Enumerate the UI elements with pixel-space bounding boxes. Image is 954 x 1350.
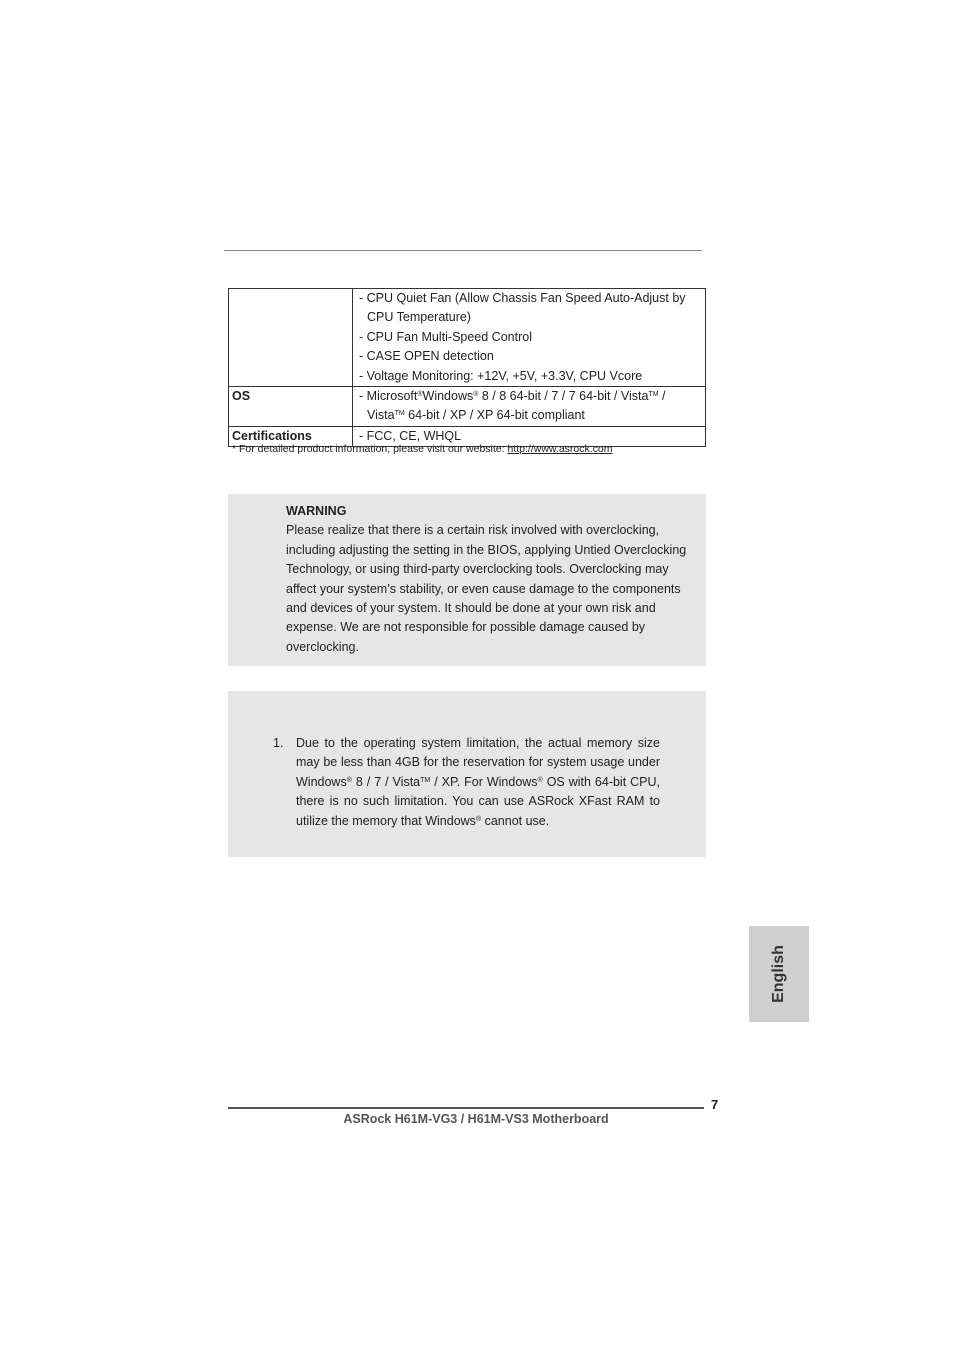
trademark-mark: TM	[648, 391, 659, 399]
registered-mark: ®	[417, 391, 423, 399]
trademark-mark: TM	[420, 776, 431, 784]
footer-rule	[228, 1107, 704, 1109]
os-value-cell	[353, 387, 706, 427]
spec-line: - CPU Fan Multi-Speed Control	[359, 329, 532, 344]
language-label: English	[770, 945, 787, 1003]
note-fragment: OS with 64-bit CPU, there is no such limitation. You can use ASRock XFast RAM to utilize the memory that Windows	[296, 774, 661, 828]
os-line-1	[359, 387, 699, 406]
os-label: OS	[229, 387, 353, 427]
trademark-mark: TM	[394, 410, 405, 418]
os-text: /	[658, 389, 666, 404]
header-rule	[224, 250, 702, 251]
spec-line: - CPU Quiet Fan (Allow Chassis Fan Speed Auto-Adjust by	[359, 291, 686, 305]
website-link[interactable]: http://www.asrock.com	[507, 443, 613, 455]
os-text: Vista	[367, 408, 395, 423]
os-line-2	[359, 406, 699, 425]
os-text: 64-bit / XP / XP 64-bit compliant	[404, 408, 585, 423]
note-fragment: 8 / 7 / Vista	[351, 774, 421, 789]
spec-line: - Voltage Monitoring: +12V, +5V, +3.3V, CPU Vcore	[359, 368, 643, 383]
spec-line: CPU Temperature)	[367, 310, 471, 325]
hw-monitor-label-cell	[229, 289, 353, 387]
registered-mark: ®	[475, 815, 482, 823]
footnote-text: * For detailed product information, please visit our website:	[232, 443, 508, 455]
note-fragment: cannot use.	[481, 813, 550, 828]
spec-table	[228, 288, 706, 447]
spec-line: - CASE OPEN detection	[359, 349, 494, 364]
registered-mark: ®	[473, 391, 479, 399]
hw-monitor-value-cell	[353, 289, 706, 387]
footer-title: ASRock H61M-VG3 / H61M-VS3 Motherboard	[343, 1112, 609, 1126]
language-tab	[749, 926, 809, 1022]
registered-mark: ®	[346, 776, 352, 784]
warning-content	[286, 502, 701, 657]
footnote	[232, 443, 613, 455]
warning-body: Please realize that there is a certain risk involved with overclocking, including adjusting the setting in the BIOS, applying Untied Overclocking Technology, or using third-party overclocking tools. Overclocking may affect your system’s stability, or even cause damage to the components and devices of your system. It should be done at your own risk and expense. We are not responsible for possible damage caused by overclocking.	[286, 523, 687, 654]
certifications-label: Certifications	[229, 426, 353, 446]
warning-title: WARNING	[286, 504, 347, 518]
os-text: Windows	[422, 389, 474, 404]
os-text: 8 / 8 64-bit / 7 / 7 64-bit / Vista	[478, 389, 649, 404]
note-box	[228, 691, 706, 857]
registered-mark: ®	[537, 776, 543, 784]
note-number: 1.	[273, 736, 284, 750]
table-row	[229, 387, 706, 427]
note-fragment: / XP. For Windows	[430, 774, 538, 789]
note-fragment: Due to the operating system limitation, the actual memory size may be less than 4GB for the reservation for system usage under Windows	[296, 736, 660, 789]
warning-box	[228, 494, 706, 666]
os-text: - Microsoft	[359, 389, 418, 404]
certifications-value: - FCC, CE, WHQL	[359, 428, 462, 443]
page-number: 7	[711, 1097, 719, 1112]
table-row	[229, 289, 706, 387]
note-text	[296, 734, 660, 831]
